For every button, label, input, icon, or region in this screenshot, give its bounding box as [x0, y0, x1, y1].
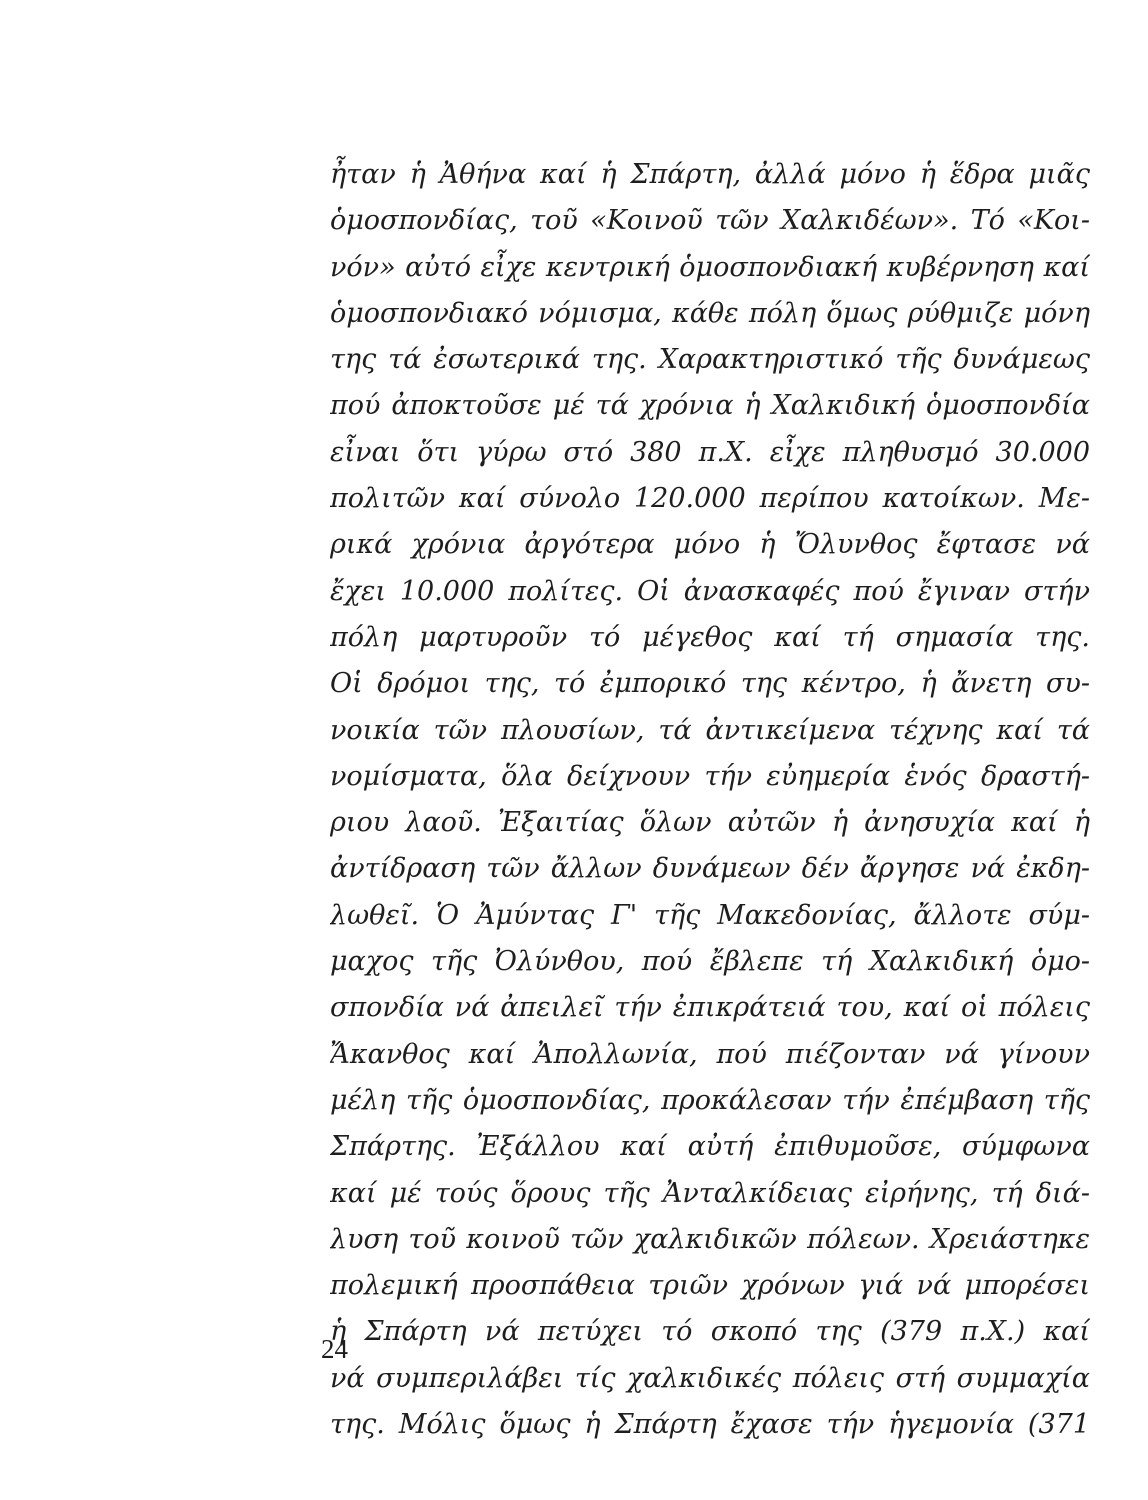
text-line-23: καί μέ τούς ὅρους τῆς Ἀνταλκίδειας εἰρήνης, τή διά- — [330, 1177, 1090, 1209]
text-line-17: λωθεῖ. Ὁ Ἀμύντας Γ' τῆς Μακεδονίας, ἄλλοτε σύμ- — [330, 899, 1090, 931]
text-line-26: ἡ Σπάρτη νά πετύχει τό σκοπό της (379 π.Χ.) καί — [330, 1316, 1090, 1348]
text-line-19: σπονδία νά ἀπειλεῖ τήν ἐπικράτειά του, καί οἱ πόλεις — [330, 992, 1090, 1024]
text-line-1: ἦταν ἡ Ἀθήνα καί ἡ Σπάρτη, ἀλλά μόνο ἡ ἕδρα μιᾶς — [330, 159, 1090, 190]
body-text — [330, 152, 1090, 1448]
text-line-25: πολεμική προσπάθεια τριῶν χρόνων γιά νά μπορέσει — [330, 1270, 1090, 1302]
text-line-12: Οἱ δρόμοι της, τό ἐμπορικό της κέντρο, ἡ ἄνετη συ- — [330, 668, 1090, 700]
text-line-9: ρικά χρόνια ἀργότερα μόνο ἡ Ὄλυνθος ἔφτασε νά — [330, 529, 1090, 561]
text-line-13: νοικία τῶν πλουσίων, τά ἀντικείμενα τέχνης καί τά — [330, 714, 1090, 746]
text-line-7: εἶναι ὅτι γύρω στό 380 π.Χ. εἶχε πληθυσμό 30.000 — [330, 436, 1090, 468]
text-line-15: ριου λαοῦ. Ἐξαιτίας ὅλων αὐτῶν ἡ ἀνησυχία καί ἡ — [330, 807, 1090, 839]
text-line-5: της τά ἐσωτερικά της. Χαρακτηριστικό τῆς δυνάμεως — [330, 344, 1090, 376]
text-line-8: πολιτῶν καί σύνολο 120.000 περίπου κατοίκων. Με- — [330, 483, 1090, 515]
text-line-28: της. Μόλις ὅμως ἡ Σπάρτη ἔχασε τήν ἡγεμονία (371 — [330, 1409, 1090, 1441]
text-line-21: μέλη τῆς ὁμοσπονδίας, προκάλεσαν τήν ἐπέμβαση τῆς — [330, 1084, 1090, 1116]
text-line-4: ὁμοσπονδιακό νόμισμα, κάθε πόλη ὅμως ρύθμιζε μόνη — [330, 297, 1090, 329]
text-line-2: ὁμοσπονδίας, τοῦ «Κοινοῦ τῶν Χαλκιδέων». Τό «Κοι- — [330, 205, 1090, 237]
text-line-3: νόν» αὐτό εἶχε κεντρική ὁμοσπονδιακή κυβέρνηση καί — [330, 251, 1090, 283]
page-number: 24 — [321, 1334, 348, 1364]
text-line-22: Σπάρτης. Ἐξάλλου καί αὐτή ἐπιθυμοῦσε, σύμφωνα — [330, 1131, 1090, 1163]
text-line-27: νά συμπεριλάβει τίς χαλκιδικές πόλεις στή συμμαχία — [330, 1362, 1090, 1394]
text-line-11: πόλη μαρτυροῦν τό μέγεθος καί τή σημασία της. — [330, 621, 1090, 653]
text-line-18: μαχος τῆς Ὀλύνθου, πού ἔβλεπε τή Χαλκιδική ὁμο- — [330, 946, 1090, 978]
text-line-16: ἀντίδραση τῶν ἄλλων δυνάμεων δέν ἄργησε νά ἐκδη- — [330, 853, 1090, 885]
text-line-14: νομίσματα, ὅλα δείχνουν τήν εὐημερία ἑνός δραστή- — [330, 760, 1090, 792]
text-line-6: πού ἀποκτοῦσε μέ τά χρόνια ἡ Χαλκιδική ὁμοσπονδία — [330, 390, 1090, 422]
text-line-20: Ἄκανθος καί Ἀπολλωνία, πού πιέζονταν νά γίνουν — [330, 1038, 1090, 1070]
text-line-10: ἔχει 10.000 πολίτες. Οἱ ἀνασκαφές πού ἔγιναν στήν — [330, 575, 1090, 607]
text-line-24: λυση τοῦ κοινοῦ τῶν χαλκιδικῶν πόλεων. Χρειάστηκε — [330, 1223, 1090, 1255]
